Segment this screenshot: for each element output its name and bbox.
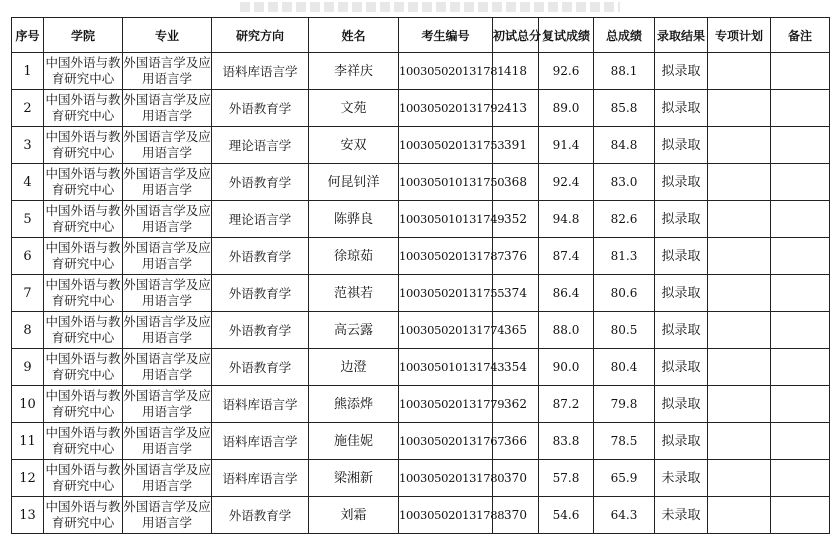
cell-prelim-score: 362 bbox=[493, 386, 539, 423]
cell-prelim-score: 368 bbox=[493, 164, 539, 201]
header-college: 学院 bbox=[44, 18, 123, 53]
cell-result: 未录取 bbox=[655, 460, 708, 497]
cell-result: 拟录取 bbox=[655, 349, 708, 386]
cell-prelim-score: 418 bbox=[493, 53, 539, 90]
cell-special-plan bbox=[708, 201, 771, 238]
cell-special-plan bbox=[708, 497, 771, 534]
cell-college: 中国外语与教育研究中心 bbox=[44, 53, 123, 90]
cell-seq: 6 bbox=[12, 238, 44, 275]
cell-direction: 外语教育学 bbox=[212, 312, 309, 349]
cell-retest-score: 92.4 bbox=[539, 164, 594, 201]
cell-name: 陈骅良 bbox=[309, 201, 399, 238]
cell-exam-id: 100305010131743 bbox=[399, 349, 493, 386]
cell-direction: 外语教育学 bbox=[212, 238, 309, 275]
cell-major: 外国语言学及应用语言学 bbox=[123, 497, 212, 534]
cell-total-score: 80.6 bbox=[594, 275, 655, 312]
cell-remark bbox=[771, 386, 830, 423]
cell-retest-score: 86.4 bbox=[539, 275, 594, 312]
cell-total-score: 80.5 bbox=[594, 312, 655, 349]
cell-prelim-score: 352 bbox=[493, 201, 539, 238]
cell-name: 徐琼茹 bbox=[309, 238, 399, 275]
cell-total-score: 82.6 bbox=[594, 201, 655, 238]
cell-result: 拟录取 bbox=[655, 312, 708, 349]
cell-exam-id: 100305020131781 bbox=[399, 53, 493, 90]
cell-major: 外国语言学及应用语言学 bbox=[123, 164, 212, 201]
cell-name: 李祥庆 bbox=[309, 53, 399, 90]
cell-major: 外国语言学及应用语言学 bbox=[123, 312, 212, 349]
header-major: 专业 bbox=[123, 18, 212, 53]
cell-seq: 4 bbox=[12, 164, 44, 201]
cell-special-plan bbox=[708, 460, 771, 497]
cell-exam-id: 100305020131767 bbox=[399, 423, 493, 460]
cell-result: 拟录取 bbox=[655, 201, 708, 238]
cell-exam-id: 100305010131750 bbox=[399, 164, 493, 201]
cell-exam-id: 100305020131755 bbox=[399, 275, 493, 312]
cell-seq: 1 bbox=[12, 53, 44, 90]
cell-major: 外国语言学及应用语言学 bbox=[123, 423, 212, 460]
cell-prelim-score: 365 bbox=[493, 312, 539, 349]
table-row bbox=[12, 423, 830, 460]
cell-remark bbox=[771, 312, 830, 349]
cell-exam-id: 100305010131749 bbox=[399, 201, 493, 238]
cell-direction: 语料库语言学 bbox=[212, 53, 309, 90]
cell-seq: 10 bbox=[12, 386, 44, 423]
table-row bbox=[12, 275, 830, 312]
cropped-title-remnant bbox=[240, 2, 620, 12]
admission-results-table bbox=[11, 17, 830, 534]
header-name: 姓名 bbox=[309, 18, 399, 53]
cell-retest-score: 54.6 bbox=[539, 497, 594, 534]
cell-college: 中国外语与教育研究中心 bbox=[44, 275, 123, 312]
table-row bbox=[12, 460, 830, 497]
header-total-score: 总成绩 bbox=[594, 18, 655, 53]
cell-prelim-score: 370 bbox=[493, 460, 539, 497]
table-row bbox=[12, 90, 830, 127]
cell-total-score: 83.0 bbox=[594, 164, 655, 201]
cell-seq: 5 bbox=[12, 201, 44, 238]
cell-college: 中国外语与教育研究中心 bbox=[44, 423, 123, 460]
cell-special-plan bbox=[708, 349, 771, 386]
header-special-plan: 专项计划 bbox=[708, 18, 771, 53]
cell-direction: 外语教育学 bbox=[212, 164, 309, 201]
cell-total-score: 78.5 bbox=[594, 423, 655, 460]
cell-remark bbox=[771, 90, 830, 127]
cell-result: 拟录取 bbox=[655, 53, 708, 90]
cell-name: 梁湘新 bbox=[309, 460, 399, 497]
table-row bbox=[12, 201, 830, 238]
cell-name: 刘霜 bbox=[309, 497, 399, 534]
cell-major: 外国语言学及应用语言学 bbox=[123, 349, 212, 386]
header-prelim-score: 初试总分 bbox=[493, 18, 539, 53]
cell-result: 拟录取 bbox=[655, 423, 708, 460]
cell-remark bbox=[771, 53, 830, 90]
cell-remark bbox=[771, 460, 830, 497]
cell-remark bbox=[771, 127, 830, 164]
cell-name: 熊添烨 bbox=[309, 386, 399, 423]
cell-prelim-score: 354 bbox=[493, 349, 539, 386]
cell-major: 外国语言学及应用语言学 bbox=[123, 386, 212, 423]
cell-name: 边澄 bbox=[309, 349, 399, 386]
cell-special-plan bbox=[708, 90, 771, 127]
cell-remark bbox=[771, 164, 830, 201]
cell-direction: 语料库语言学 bbox=[212, 460, 309, 497]
cell-remark bbox=[771, 201, 830, 238]
table-row bbox=[12, 164, 830, 201]
cell-direction: 外语教育学 bbox=[212, 90, 309, 127]
cell-retest-score: 92.6 bbox=[539, 53, 594, 90]
cell-exam-id: 100305020131787 bbox=[399, 238, 493, 275]
cell-exam-id: 100305020131780 bbox=[399, 460, 493, 497]
cell-result: 未录取 bbox=[655, 497, 708, 534]
cell-total-score: 85.8 bbox=[594, 90, 655, 127]
cell-name: 何昆钊洋 bbox=[309, 164, 399, 201]
header-remark: 备注 bbox=[771, 18, 830, 53]
cell-major: 外国语言学及应用语言学 bbox=[123, 127, 212, 164]
cell-prelim-score: 374 bbox=[493, 275, 539, 312]
cell-result: 拟录取 bbox=[655, 164, 708, 201]
cell-direction: 理论语言学 bbox=[212, 127, 309, 164]
cell-college: 中国外语与教育研究中心 bbox=[44, 386, 123, 423]
table-row bbox=[12, 127, 830, 164]
cell-result: 拟录取 bbox=[655, 90, 708, 127]
cell-result: 拟录取 bbox=[655, 238, 708, 275]
cell-seq: 11 bbox=[12, 423, 44, 460]
cell-retest-score: 94.8 bbox=[539, 201, 594, 238]
cell-retest-score: 83.8 bbox=[539, 423, 594, 460]
cell-special-plan bbox=[708, 386, 771, 423]
cell-special-plan bbox=[708, 238, 771, 275]
cell-total-score: 84.8 bbox=[594, 127, 655, 164]
cell-college: 中国外语与教育研究中心 bbox=[44, 497, 123, 534]
cell-result: 拟录取 bbox=[655, 127, 708, 164]
cell-direction: 外语教育学 bbox=[212, 497, 309, 534]
cell-special-plan bbox=[708, 275, 771, 312]
cell-prelim-score: 376 bbox=[493, 238, 539, 275]
table-row bbox=[12, 386, 830, 423]
cell-result: 拟录取 bbox=[655, 275, 708, 312]
table-row bbox=[12, 312, 830, 349]
cell-college: 中国外语与教育研究中心 bbox=[44, 127, 123, 164]
cell-special-plan bbox=[708, 164, 771, 201]
cell-major: 外国语言学及应用语言学 bbox=[123, 53, 212, 90]
cell-prelim-score: 366 bbox=[493, 423, 539, 460]
cell-special-plan bbox=[708, 127, 771, 164]
cell-retest-score: 90.0 bbox=[539, 349, 594, 386]
cell-exam-id: 100305020131788 bbox=[399, 497, 493, 534]
table-row bbox=[12, 497, 830, 534]
cell-seq: 8 bbox=[12, 312, 44, 349]
table-body bbox=[12, 53, 830, 534]
cell-college: 中国外语与教育研究中心 bbox=[44, 90, 123, 127]
cell-total-score: 81.3 bbox=[594, 238, 655, 275]
cell-retest-score: 89.0 bbox=[539, 90, 594, 127]
header-retest-score: 复试成绩 bbox=[539, 18, 594, 53]
cell-name: 范祺若 bbox=[309, 275, 399, 312]
cell-special-plan bbox=[708, 312, 771, 349]
cell-direction: 语料库语言学 bbox=[212, 386, 309, 423]
cell-remark bbox=[771, 275, 830, 312]
cell-college: 中国外语与教育研究中心 bbox=[44, 164, 123, 201]
cell-direction: 外语教育学 bbox=[212, 349, 309, 386]
cell-seq: 13 bbox=[12, 497, 44, 534]
cell-total-score: 65.9 bbox=[594, 460, 655, 497]
cell-remark bbox=[771, 349, 830, 386]
cell-seq: 3 bbox=[12, 127, 44, 164]
cell-seq: 7 bbox=[12, 275, 44, 312]
cell-result: 拟录取 bbox=[655, 386, 708, 423]
cell-retest-score: 88.0 bbox=[539, 312, 594, 349]
cell-major: 外国语言学及应用语言学 bbox=[123, 201, 212, 238]
cell-seq: 9 bbox=[12, 349, 44, 386]
table-row bbox=[12, 53, 830, 90]
table-row bbox=[12, 238, 830, 275]
cell-remark bbox=[771, 423, 830, 460]
cell-major: 外国语言学及应用语言学 bbox=[123, 275, 212, 312]
cell-prelim-score: 391 bbox=[493, 127, 539, 164]
cell-special-plan bbox=[708, 53, 771, 90]
cell-prelim-score: 413 bbox=[493, 90, 539, 127]
cell-retest-score: 91.4 bbox=[539, 127, 594, 164]
cell-college: 中国外语与教育研究中心 bbox=[44, 460, 123, 497]
header-result: 录取结果 bbox=[655, 18, 708, 53]
cell-exam-id: 100305020131774 bbox=[399, 312, 493, 349]
cell-major: 外国语言学及应用语言学 bbox=[123, 90, 212, 127]
cell-name: 文苑 bbox=[309, 90, 399, 127]
cell-college: 中国外语与教育研究中心 bbox=[44, 238, 123, 275]
cell-exam-id: 100305020131753 bbox=[399, 127, 493, 164]
cell-remark bbox=[771, 497, 830, 534]
cell-major: 外国语言学及应用语言学 bbox=[123, 460, 212, 497]
cropped-title-strip bbox=[0, 0, 840, 16]
cell-special-plan bbox=[708, 423, 771, 460]
cell-major: 外国语言学及应用语言学 bbox=[123, 238, 212, 275]
cell-exam-id: 100305020131792 bbox=[399, 90, 493, 127]
cell-exam-id: 100305020131779 bbox=[399, 386, 493, 423]
cell-retest-score: 57.8 bbox=[539, 460, 594, 497]
cell-college: 中国外语与教育研究中心 bbox=[44, 201, 123, 238]
cell-total-score: 64.3 bbox=[594, 497, 655, 534]
cell-name: 安双 bbox=[309, 127, 399, 164]
cell-prelim-score: 370 bbox=[493, 497, 539, 534]
table-row bbox=[12, 349, 830, 386]
cell-retest-score: 87.4 bbox=[539, 238, 594, 275]
cell-total-score: 79.8 bbox=[594, 386, 655, 423]
cell-college: 中国外语与教育研究中心 bbox=[44, 312, 123, 349]
header-exam-id: 考生编号 bbox=[399, 18, 493, 53]
table-header-row bbox=[12, 18, 830, 53]
cell-direction: 外语教育学 bbox=[212, 275, 309, 312]
cell-total-score: 80.4 bbox=[594, 349, 655, 386]
cell-direction: 语料库语言学 bbox=[212, 423, 309, 460]
header-seq: 序号 bbox=[12, 18, 44, 53]
header-direction: 研究方向 bbox=[212, 18, 309, 53]
cell-college: 中国外语与教育研究中心 bbox=[44, 349, 123, 386]
cell-remark bbox=[771, 238, 830, 275]
cell-direction: 理论语言学 bbox=[212, 201, 309, 238]
cell-total-score: 88.1 bbox=[594, 53, 655, 90]
cell-retest-score: 87.2 bbox=[539, 386, 594, 423]
cell-name: 高云露 bbox=[309, 312, 399, 349]
cell-seq: 2 bbox=[12, 90, 44, 127]
cell-name: 施佳妮 bbox=[309, 423, 399, 460]
cell-seq: 12 bbox=[12, 460, 44, 497]
